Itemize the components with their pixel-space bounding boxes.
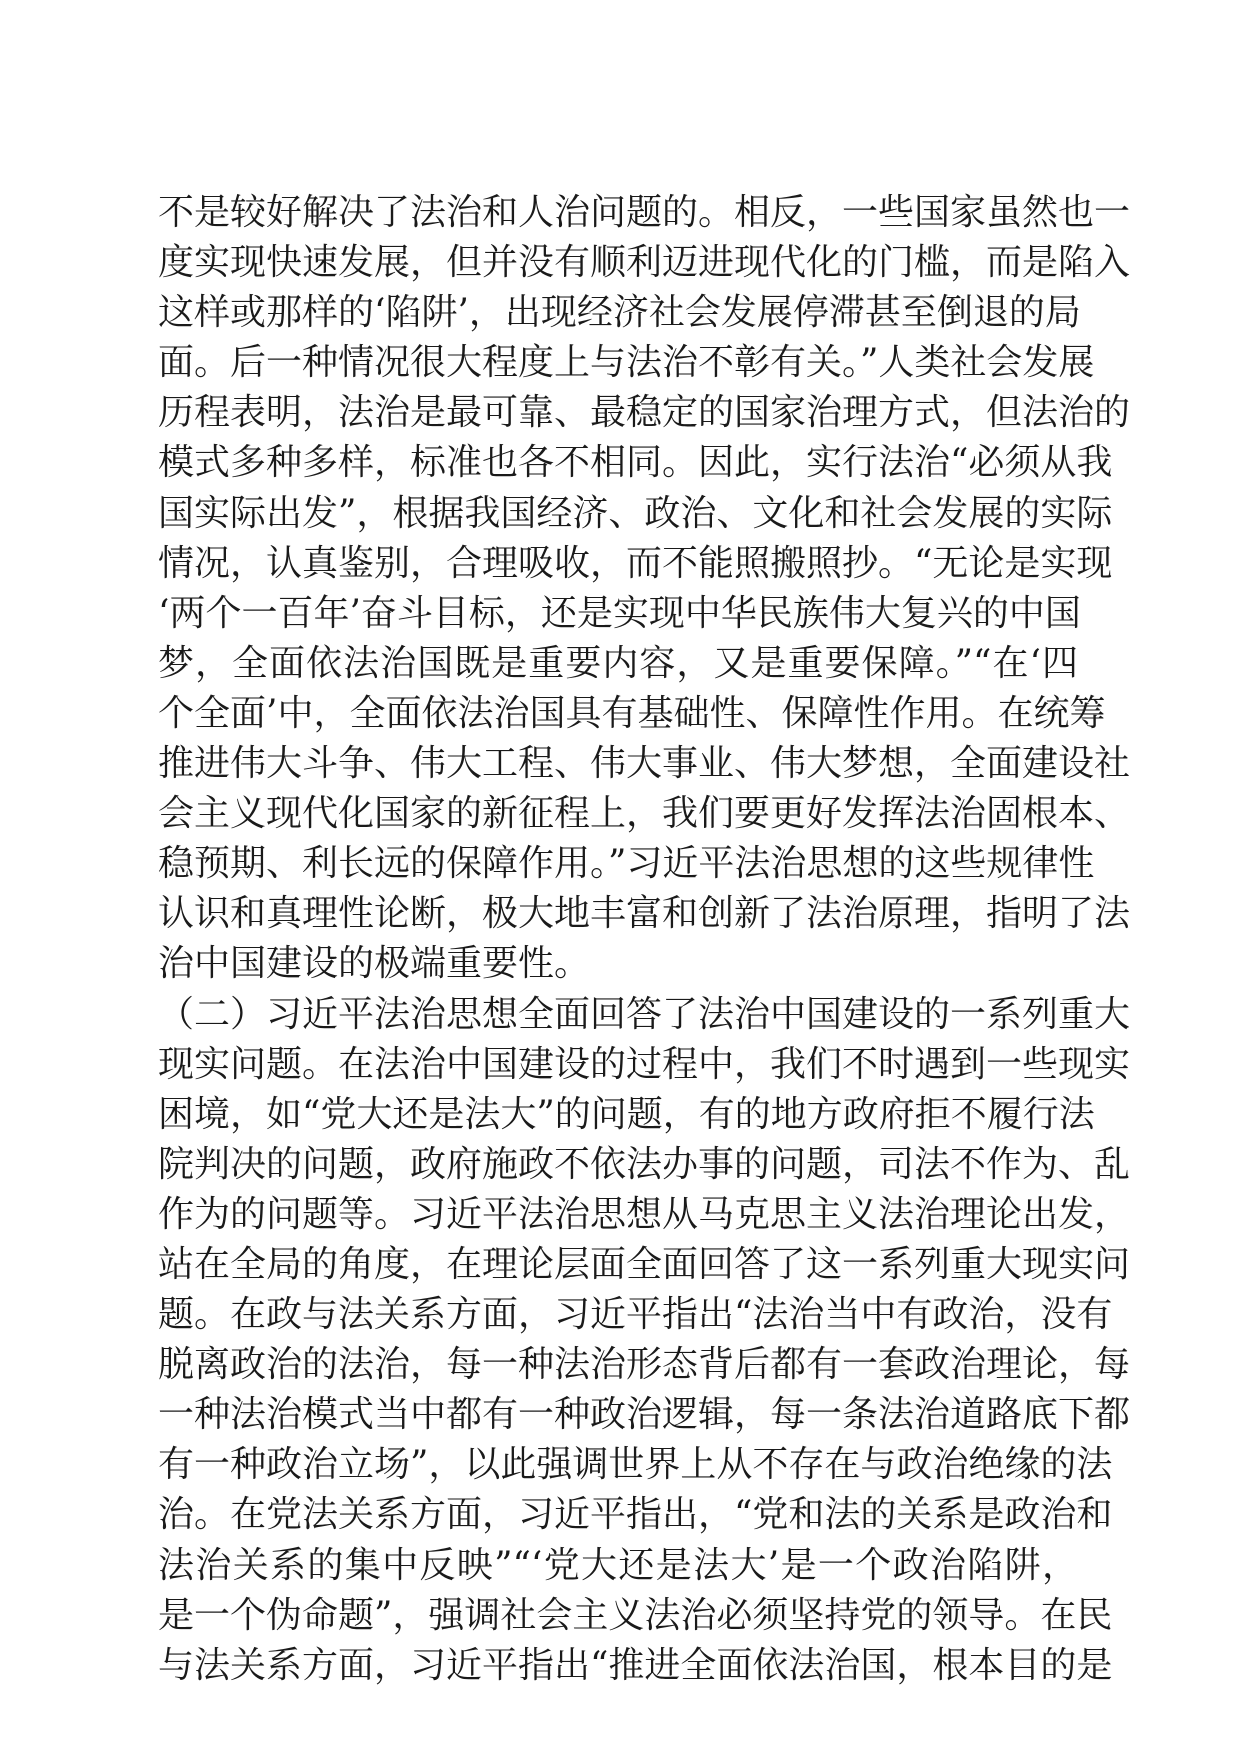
text-line: 困境，如“党大还是法大”的问题，有的地方政府拒不履行法 — [158, 1093, 1095, 1135]
text-line: 一种法治模式当中都有一种政治逻辑，每一条法治道路底下都 — [158, 1394, 1131, 1436]
text-line: 站在全局的角度，在理论层面全面回答了这一系列重大现实问 — [158, 1243, 1131, 1285]
text-line: 脱离政治的法治，每一种法治形态背后都有一套政治理论，每 — [158, 1344, 1131, 1386]
text-line: 梦，全面依法治国既是重要内容，又是重要保障。”“在‘四 — [158, 642, 1078, 684]
text-line: 作为的问题等。习近平法治思想从马克思主义法治理论出发， — [158, 1193, 1131, 1235]
text-line: 治。在党法关系方面，习近平指出，“党和法的关系是政治和 — [158, 1494, 1113, 1536]
text-line: 是一个伪命题”，强调社会主义法治必须坚持党的领导。在民 — [158, 1594, 1113, 1636]
text-line: 不是较好解决了法治和人治问题的。相反，一些国家虽然也一 — [158, 192, 1131, 233]
text-line: 与法关系方面，习近平指出“推进全面依法治国，根本目的是 — [158, 1644, 1113, 1686]
paragraph-end-line: 治中国建设的极端重要性。 — [158, 943, 591, 985]
text-line: 有一种政治立场”，以此强调世界上从不存在与政治绝缘的法 — [158, 1444, 1113, 1486]
text-line: 院判决的问题，政府施政不依法办事的问题，司法不作为、乱 — [158, 1143, 1131, 1185]
document-body — [158, 188, 1131, 1691]
text-line: 度实现快速发展，但并没有顺利迈进现代化的门槛，而是陷入 — [158, 242, 1131, 284]
text-line: 这样或那样的‘陷阱’，出现经济社会发展停滞甚至倒退的局 — [158, 292, 1081, 334]
text-line: 现实问题。在法治中国建设的过程中，我们不时遇到一些现实 — [158, 1043, 1131, 1085]
text-line: 认识和真理性论断，极大地丰富和创新了法治原理，指明了法 — [158, 893, 1131, 935]
text-line: 面。后一种情况很大程度上与法治不彰有关。”人类社会发展 — [158, 342, 1095, 384]
text-line: 题。在政与法关系方面，习近平指出“法治当中有政治，没有 — [158, 1294, 1113, 1336]
text-line: 模式多种多样，标准也各不相同。因此，实行法治“必须从我 — [158, 442, 1113, 484]
text-line: 情况，认真鉴别，合理吸收，而不能照搬照抄。“无论是实现 — [158, 542, 1113, 584]
text-line: 法治关系的集中反映”“‘党大还是法大’是一个政治陷阱， — [158, 1544, 1078, 1586]
text-line: 历程表明，法治是最可靠、最稳定的国家治理方式，但法治的 — [158, 392, 1131, 434]
text-line: 推进伟大斗争、伟大工程、伟大事业、伟大梦想，全面建设社 — [158, 743, 1131, 785]
text-line: 个全面’中，全面依法治国具有基础性、保障性作用。在统筹 — [158, 692, 1106, 734]
text-line: 稳预期、利长远的保障作用。”习近平法治思想的这些规律性 — [158, 843, 1095, 885]
text-line: （二）习近平法治思想全面回答了法治中国建设的一系列重大 — [158, 993, 1131, 1035]
text-line: 会主义现代化国家的新征程上，我们要更好发挥法治固根本、 — [158, 793, 1131, 835]
text-line: ‘两个一百年’奋斗目标，还是实现中华民族伟大复兴的中国 — [158, 592, 1081, 634]
text-line: 国实际出发”，根据我国经济、政治、文化和社会发展的实际 — [158, 492, 1113, 534]
